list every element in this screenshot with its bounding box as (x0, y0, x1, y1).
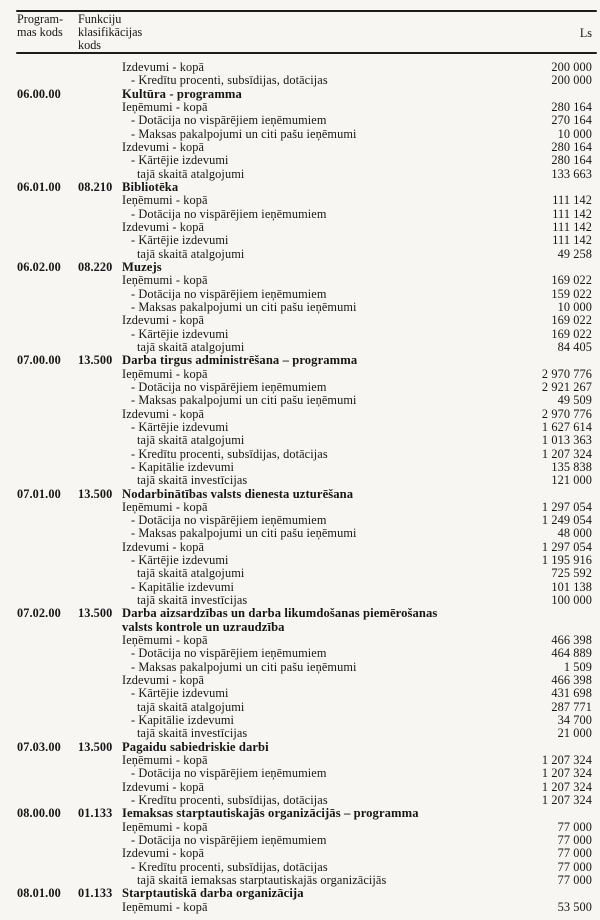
amount-value: 84 405 (557, 339, 592, 354)
table-row (0, 834, 600, 847)
line-description: - Kredītu procenti, subsīdijas, dotācijas (131, 446, 328, 461)
line-description: - Dotācija no vispārējiem ieņēmumiem (131, 833, 327, 848)
amount-value: 169 022 (551, 273, 592, 288)
function-code: 08.220 (78, 259, 113, 274)
line-description: Darba tirgus administrēšana – programma (122, 353, 358, 368)
line-description: Izdevumi - kopā (122, 406, 205, 421)
line-description: Kultūra - programma (122, 86, 242, 101)
function-code: 13.500 (78, 606, 113, 621)
table-row (0, 314, 600, 327)
line-description: - Maksas pakalpojumi un citi pašu ieņēmumi (131, 526, 357, 541)
table-row (0, 74, 600, 87)
table-row (0, 181, 600, 194)
amount-value: 111 142 (552, 233, 592, 248)
table-row (0, 887, 600, 900)
table-row (0, 647, 600, 660)
amount-value: 133 663 (551, 166, 592, 181)
line-description: tajā skaitā atalgojumi (137, 566, 245, 581)
table-row (0, 301, 600, 314)
function-code: 13.500 (78, 353, 113, 368)
table-row (0, 354, 600, 367)
table-row (0, 794, 600, 807)
amount-value: 200 000 (551, 60, 592, 74)
table-row (0, 261, 600, 274)
table-row (0, 807, 600, 820)
amount-value: 1 207 324 (541, 766, 592, 781)
table-row (0, 341, 600, 354)
table-row (0, 474, 600, 487)
line-description: - Dotācija no vispārējiem ieņēmumiem (131, 513, 327, 528)
table-row (0, 288, 600, 301)
table-row (0, 501, 600, 514)
column-header-program-code: Program- mas kods (17, 12, 64, 39)
function-code: 08.210 (78, 179, 113, 194)
table-header-rule (16, 52, 597, 54)
amount-value: 1 207 324 (541, 779, 592, 794)
program-code: 08.01.00 (17, 886, 61, 901)
line-description: Muzejs (122, 259, 162, 274)
amount-value: 111 142 (552, 193, 592, 208)
amount-value: 287 771 (551, 699, 592, 714)
line-description: tajā skaitā atalgojumi (137, 166, 245, 181)
table-row (0, 687, 600, 700)
table-row (0, 607, 600, 620)
line-description: - Dotācija no vispārējiem ieņēmumiem (131, 766, 327, 781)
table-row (0, 274, 600, 287)
amount-value: 135 838 (551, 459, 592, 474)
table-row (0, 621, 600, 634)
amount-value: 100 000 (551, 593, 592, 608)
line-description: tajā skaitā investīcijas (137, 726, 248, 741)
line-description: valsts kontrole un uzraudzība (122, 619, 285, 634)
table-row (0, 488, 600, 501)
line-description: - Kārtējie izdevumi (131, 233, 229, 248)
table-row (0, 861, 600, 874)
line-description: - Maksas pakalpojumi un citi pašu ieņēmumi (131, 299, 357, 314)
line-description: Ieņēmumi - kopā (122, 899, 208, 914)
line-description: - Kārtējie izdevumi (131, 686, 229, 701)
column-header-function-code: Funkciju klasifikācijas kods (78, 12, 143, 52)
amount-value: 169 022 (551, 326, 592, 341)
table-row (0, 541, 600, 554)
table-row (0, 141, 600, 154)
amount-value: 270 164 (551, 113, 592, 128)
line-description: Ieņēmumi - kopā (122, 99, 208, 114)
amount-value: 1 195 916 (541, 553, 592, 568)
amount-value: 77 000 (557, 819, 592, 834)
table-row (0, 901, 600, 914)
amount-value: 77 000 (557, 833, 592, 848)
line-description: - Kapitālie izdevumi (131, 579, 235, 594)
line-description: Izdevumi - kopā (122, 539, 205, 554)
line-description: Pagaidu sabiedriskie darbi (122, 739, 269, 754)
table-row (0, 634, 600, 647)
table-row (0, 154, 600, 167)
amount-value: 280 164 (551, 99, 592, 114)
line-description: tajā skaitā investīcijas (137, 593, 248, 608)
function-code: 13.500 (78, 739, 113, 754)
line-description: tajā skaitā iemaksas starptautiskajās organizācijās (137, 873, 387, 888)
function-code: 01.133 (78, 806, 113, 821)
table-row (0, 767, 600, 780)
line-description: - Dotācija no vispārējiem ieņēmumiem (131, 379, 327, 394)
line-description: - Kārtējie izdevumi (131, 419, 229, 434)
table-row (0, 567, 600, 580)
amount-value: 280 164 (551, 139, 592, 154)
table-row (0, 408, 600, 421)
table-row (0, 781, 600, 794)
amount-value: 21 000 (557, 726, 592, 741)
table-row (0, 194, 600, 207)
table-row (0, 248, 600, 261)
table-row (0, 754, 600, 767)
table-row (0, 208, 600, 221)
line-description: - Dotācija no vispārējiem ieņēmumiem (131, 646, 327, 661)
line-description: - Kārtējie izdevumi (131, 326, 229, 341)
table-row (0, 554, 600, 567)
table-row (0, 661, 600, 674)
table-row (0, 114, 600, 127)
line-description: - Maksas pakalpojumi un citi pašu ieņēmumi (131, 126, 357, 141)
line-description: Izdevumi - kopā (122, 60, 205, 74)
line-description: Ieņēmumi - kopā (122, 633, 208, 648)
line-description: - Maksas pakalpojumi un citi pašu ieņēmumi (131, 393, 357, 408)
table-row (0, 461, 600, 474)
amount-value: 34 700 (557, 713, 592, 728)
table-row (0, 221, 600, 234)
line-description: - Kārtējie izdevumi (131, 553, 229, 568)
line-description: - Dotācija no vispārējiem ieņēmumiem (131, 113, 327, 128)
line-description: - Kredītu procenti, subsīdijas, dotācijas (131, 859, 328, 874)
program-code: 08.00.00 (17, 806, 61, 821)
table-row (0, 514, 600, 527)
line-description: tajā skaitā atalgojumi (137, 246, 245, 261)
table-row (0, 847, 600, 860)
table-row (0, 448, 600, 461)
amount-value: 2 921 267 (541, 379, 592, 394)
amount-value: 1 207 324 (541, 753, 592, 768)
line-description: - Maksas pakalpojumi un citi pašu ieņēmumi (131, 659, 357, 674)
table-row (0, 168, 600, 181)
amount-value: 49 509 (557, 393, 592, 408)
table-row (0, 61, 600, 74)
amount-value: 466 398 (551, 673, 592, 688)
table-row (0, 727, 600, 740)
table-rows (0, 61, 600, 914)
line-description: Ieņēmumi - kopā (122, 273, 208, 288)
line-description: Izdevumi - kopā (122, 846, 205, 861)
line-description: tajā skaitā atalgojumi (137, 339, 245, 354)
amount-value: 1 249 054 (541, 513, 592, 528)
line-description: tajā skaitā investīcijas (137, 473, 248, 488)
line-description: - Kredītu procenti, subsīdijas, dotācijas (131, 793, 328, 808)
amount-value: 10 000 (557, 299, 592, 314)
line-description: Izdevumi - kopā (122, 313, 205, 328)
line-description: Ieņēmumi - kopā (122, 366, 208, 381)
program-code: 06.02.00 (17, 259, 61, 274)
program-code: 07.03.00 (17, 739, 61, 754)
table-row (0, 88, 600, 101)
line-description: - Dotācija no vispārējiem ieņēmumiem (131, 286, 327, 301)
program-code: 07.01.00 (17, 486, 61, 501)
amount-value: 2 970 776 (541, 366, 592, 381)
line-description: Izdevumi - kopā (122, 673, 205, 688)
amount-value: 280 164 (551, 153, 592, 168)
table-row (0, 381, 600, 394)
amount-value: 1 297 054 (541, 499, 592, 514)
amount-value: 77 000 (557, 873, 592, 888)
line-description: - Kārtējie izdevumi (131, 153, 229, 168)
amount-value: 1 627 614 (541, 419, 592, 434)
amount-value: 169 022 (551, 313, 592, 328)
program-code: 07.00.00 (17, 353, 61, 368)
column-header-amount-unit: Ls (579, 26, 592, 40)
amount-value: 53 500 (557, 899, 592, 914)
amount-value: 121 000 (551, 473, 592, 488)
amount-value: 1 207 324 (541, 793, 592, 808)
line-description: tajā skaitā atalgojumi (137, 433, 245, 448)
table-row (0, 101, 600, 114)
table-row (0, 368, 600, 381)
table-row (0, 421, 600, 434)
line-description: - Kapitālie izdevumi (131, 459, 235, 474)
table-row (0, 714, 600, 727)
line-description: Ieņēmumi - kopā (122, 193, 208, 208)
amount-value: 2 970 776 (541, 406, 592, 421)
amount-value: 77 000 (557, 859, 592, 874)
line-description: Bibliotēka (122, 179, 179, 194)
table-row (0, 328, 600, 341)
table-row (0, 674, 600, 687)
line-description: Izdevumi - kopā (122, 219, 205, 234)
line-description: - Dotācija no vispārējiem ieņēmumiem (131, 206, 327, 221)
table-row (0, 434, 600, 447)
amount-value: 77 000 (557, 846, 592, 861)
amount-value: 464 889 (551, 646, 592, 661)
line-description: tajā skaitā atalgojumi (137, 699, 245, 714)
table-row (0, 527, 600, 540)
line-description: Izdevumi - kopā (122, 139, 205, 154)
program-code: 06.01.00 (17, 179, 61, 194)
line-description: - Kapitālie izdevumi (131, 713, 235, 728)
table-row (0, 128, 600, 141)
amount-value: 159 022 (551, 286, 592, 301)
line-description: Izdevumi - kopā (122, 779, 205, 794)
amount-value: 1 509 (563, 659, 592, 674)
line-description: Darba aizsardzības un darba likumdošanas piemērošanas (122, 606, 438, 621)
table-row (0, 741, 600, 754)
amount-value: 1 297 054 (541, 539, 592, 554)
table-row (0, 234, 600, 247)
table-row (0, 581, 600, 594)
line-description: Starptautiskā darba organizācija (122, 886, 304, 901)
amount-value: 1 013 363 (541, 433, 592, 448)
amount-value: 200 000 (551, 73, 592, 88)
table-row (0, 821, 600, 834)
amount-value: 1 207 324 (541, 446, 592, 461)
amount-value: 111 142 (552, 206, 592, 221)
line-description: Ieņēmumi - kopā (122, 499, 208, 514)
table-row (0, 594, 600, 607)
line-description: Ieņēmumi - kopā (122, 819, 208, 834)
line-description: Iemaksas starptautiskajās organizācijās – programma (122, 806, 419, 821)
amount-value: 48 000 (557, 526, 592, 541)
amount-value: 101 138 (551, 579, 592, 594)
program-code: 06.00.00 (17, 86, 61, 101)
line-description: Nodarbinātības valsts dienesta uzturēšana (122, 486, 354, 501)
amount-value: 10 000 (557, 126, 592, 141)
table-row (0, 394, 600, 407)
function-code: 01.133 (78, 886, 113, 901)
program-code: 07.02.00 (17, 606, 61, 621)
line-description: - Kredītu procenti, subsīdijas, dotācijas (131, 73, 328, 88)
amount-value: 49 258 (557, 246, 592, 261)
table-row (0, 701, 600, 714)
table-row (0, 874, 600, 887)
amount-value: 466 398 (551, 633, 592, 648)
amount-value: 111 142 (552, 219, 592, 234)
amount-value: 431 698 (551, 686, 592, 701)
amount-value: 725 592 (551, 566, 592, 581)
line-description: Ieņēmumi - kopā (122, 753, 208, 768)
function-code: 13.500 (78, 486, 113, 501)
